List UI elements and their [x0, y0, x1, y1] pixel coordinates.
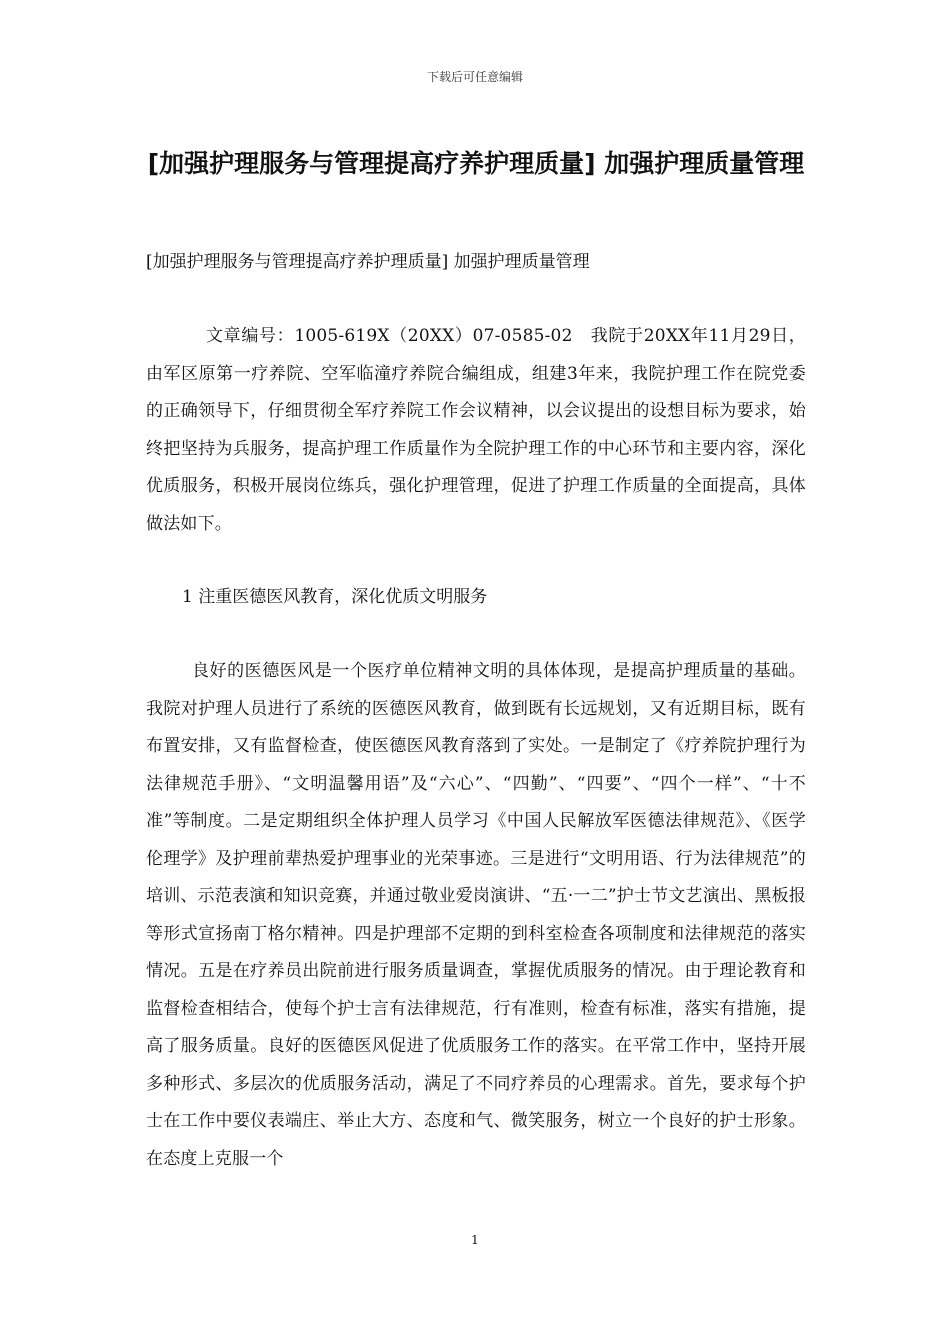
document-title: [加强护理服务与管理提高疗养护理质量] 加强护理质量管理	[147, 149, 805, 178]
header-note: 下载后可任意编辑	[426, 70, 523, 84]
body-paragraph: 良好的医德医风是一个医疗单位精神文明的具体体现，是提高护理质量的基础。我院对护理人员进行了系统的医德医风教育，做到既有长远规划，又有近期目标，既有布置安排，又有监督检查，使医德医风教育落到了实处。一是制定了《疗养院护理行为法律规范手册》、“文明温馨用语”及“六心”、“四勤”、“四要”、“四个一样”、“十不准”等制度。二是定期组织全体护理人员学习《中国人民解放军医德法律规范》、《医学伦理学》及护理前辈热爱护理事业的光荣事迹。三是进行“文明用语、行为法律规范”的培训、示范表演和知识竞赛，并通过敬业爱岗演讲、“五·一二”护士节文艺演出、黑板报等形式宣扬南丁格尔精神。四是护理部不定期的到科室检查各项制度和法律规范的落实情况。五是在疗养员出院前进行服务质量调查，掌握优质服务的情况。由于理论教育和监督检查相结合，使每个护士言有法律规范，行有准则，检查有标准，落实有措施，提高了服务质量。良好的医德医风促进了优质服务工作的落实。在平常工作中，坚持开展多种形式、多层次的优质服务活动，满足了不同疗养员的心理需求。首先，要求每个护士在工作中要仪表端庄、举止大方、态度和气、微笑服务，树立一个良好的护士形象。在态度上克服一个	[146, 661, 806, 1169]
page-number: 1	[471, 1233, 479, 1247]
intro-paragraph: 文章编号：1005-619X（20XX）07-0585-02 我院于20XX年11月29日，由军区原第一疗养院、空军临潼疗养院合编组成，组建3年来，我院护理工作在院党委的正确领导下，仔细贯彻全军疗养院工作会议精神，以会议提出的设想目标为要求，始终把坚持为兵服务，提高护理工作质量作为全院护理工作的中心环节和主要内容，深化优质服务，积极开展岗位练兵，强化护理管理，促进了护理工作质量的全面提高，具体做法如下。	[146, 326, 806, 534]
document-subtitle: [加强护理服务与管理提高疗养护理质量] 加强护理质量管理	[146, 252, 590, 272]
section-heading: 1 注重医德医风教育，深化优质文明服务	[182, 587, 488, 607]
